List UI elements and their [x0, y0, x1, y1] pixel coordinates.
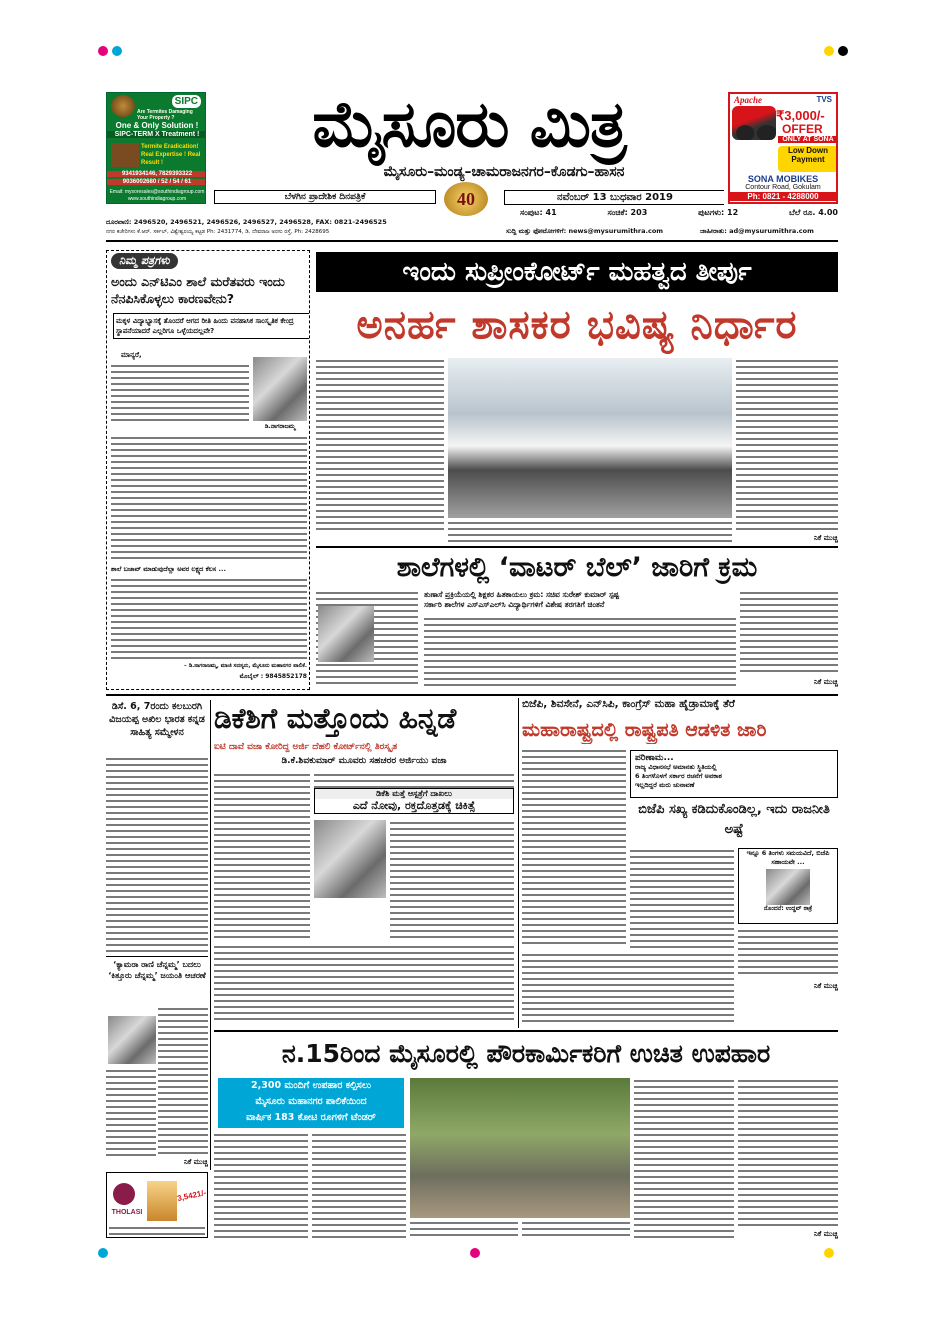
dks-photo — [314, 820, 386, 898]
maharashtra-box-item-1: ರಾಜ್ಯ ವಿಧಾನಸಭೆ ಅಮಾನತು ಸ್ಥಿತಿಯಲ್ಲಿ — [635, 763, 717, 771]
ad-left-email: Email: mysoresales@southindiagroup.com — [109, 189, 205, 195]
letters-salutation: ಮಾನ್ಯರೆ, — [121, 351, 142, 359]
ad-right-phone: Ph: 0821 - 4288000 — [730, 192, 836, 201]
anniversary-badge — [444, 182, 488, 216]
ad-left-phone1: 9341934146, 7829393322 — [107, 171, 206, 177]
letters-body-1 — [111, 363, 249, 423]
breakfast-body-5 — [738, 1078, 838, 1228]
ad-bottom-left-tholasi[interactable] — [106, 1172, 208, 1238]
breakfast-body-2 — [312, 1132, 406, 1240]
letters-body-2 — [111, 435, 307, 561]
ad-left-phone2: 9036002680 / 52 / 54 / 61 — [107, 179, 206, 185]
lower-rule — [214, 1030, 838, 1032]
ad-right-model: Apache — [734, 95, 762, 105]
ad-right-sona[interactable] — [728, 92, 838, 204]
breakfast-box-line-2: ಮೈಸೂರು ಮಹಾನಗರ ಪಾಲಿಕೆಯಿಂದ — [255, 1096, 367, 1107]
maharashtra-body-4 — [738, 928, 838, 978]
phones-line: ದೂರವಾಣಿ: 2496520, 2496521, 2496526, 2496527, 2496528, FAX: 0821-2496525 — [106, 218, 387, 226]
ad-left-promo: Termite Eradication! Real Expertise ! Real Result ! — [141, 144, 201, 166]
ad-left-image — [111, 143, 139, 167]
letters-photo-caption: ಡಿ.ನಾಗರಾಜಮ್ಮ — [264, 423, 296, 430]
water-bell-bullet-1: ತುಣಾಸೆ ಪ್ರಕ್ರಿಯೆಯಲ್ಲಿ ಶಿಕ್ಷಕರ ಹಿತಕಾಯಲು ಕ್ರಮ: ಸಚಿವ ಸುರೇಶ್ ಕುಮಾರ್ ಸ್ಪಷ್ಟ — [424, 590, 620, 599]
dks-box-head: ಎದೆ ನೋವು, ರಕ್ತದೊತ್ತಡಕ್ಕೆ ಚಿಕಿತ್ಸೆ — [352, 799, 476, 812]
maharashtra-box-item-2: 6 ತಿಂಗಳೊಳಗೆ ಸರ್ಕಾರ ರಚನೆಗೆ ಅವಕಾಶ — [635, 772, 722, 780]
ad-right-only-at: ONLY AT SONA — [778, 136, 838, 143]
letters-mobile: ಮೊಬೈಲ್ : 9845852178 — [239, 673, 307, 680]
breakfast-body-4 — [634, 1078, 734, 1240]
masthead-date: ನವೆಂಬರ್ 13 ಬುಧವಾರ 2019 — [504, 190, 724, 205]
dks-subhead-2: ಡಿ.ಕೆ.ಶಿವಕುಮಾರ್ ಮೂವರು ಸಹಚರರ ಅರ್ಜಿಯು ವಜಾ — [281, 756, 447, 766]
registration-mark-bottom-left — [98, 1248, 108, 1258]
sahitya-divider — [210, 700, 211, 1170]
dks-box — [314, 788, 514, 814]
lead-body-left — [316, 358, 444, 532]
ad-left-headline: One & Only Solution ! — [115, 121, 199, 130]
registration-mark-top-right-2 — [838, 46, 848, 56]
dks-body-1 — [214, 772, 310, 942]
maharashtra-body-5 — [522, 952, 734, 1024]
tholasi-logo-icon — [113, 1183, 135, 1205]
breakfast-box-line-3: ವಾರ್ಷಿಕ 183 ಕೋಟಿ ರೂಗಳಿಗೆ ಟೆಂಡರ್ — [246, 1112, 376, 1123]
lead-rule — [316, 546, 838, 548]
bjp-headline: ಬಿಜೆಪಿ ಸಖ್ಯ ಕಡಿದುಕೊಂಡಿಲ್ಲ, ಇದು ರಾಜನೀತಿ ಅಷ್ಟೆ — [638, 802, 830, 837]
water-bell-body-3 — [740, 590, 838, 676]
termite-icon — [111, 95, 135, 117]
tholasi-product — [147, 1181, 177, 1221]
dks-body-3 — [390, 820, 514, 940]
dks-divider — [518, 698, 519, 1028]
address-line: ನಗರ ಕಚೇರಿಗಳು ಕೆ.ಆರ್. ಸರ್ಕಲ್, ವಿಶ್ವೇಶ್ವರಯ್ಯ ಕಟ್ಟಡ Ph: 2431774, ಡಿ. ದೇವರಾಜ ಅರಸು ರಸ್ತೆ, Ph: 2428695 — [106, 229, 330, 235]
masthead-rule — [106, 240, 838, 242]
lead-photo-caption — [448, 520, 732, 542]
lead-body-right — [736, 358, 838, 532]
letters-subhead: ಮಕ್ಕಳ ವಿದ್ಯಾಭ್ಯಾಸಕ್ಕೆ ತೊಂದರೆ ಆಗದ ರೀತಿ ಹಿಂದು ವನಹಾಸಿಕ ಸಾಂಸ್ಕೃತಿಕ ಕೇಂದ್ರ ಸ್ಥಾಪನೆಯಾದರೆ ಎಲ್ಲರಿಗೂ ಒಳ್ಳೆಯದಲ್ಲವೇ? — [113, 313, 310, 339]
breakfast-box — [218, 1078, 404, 1128]
sahitya-photo — [108, 1016, 156, 1064]
uddhav-quote-box — [738, 848, 838, 924]
maharashtra-box — [630, 750, 838, 798]
price: ಬೆಲೆ ರೂ. 4.00 — [789, 208, 838, 217]
water-bell-bullets — [424, 590, 736, 612]
registration-mark-bottom-center — [470, 1248, 480, 1258]
uddhav-quote-head: ಇನ್ನೂ 6 ತಿಂಗಳು ಸಮಯವಿದೆ, ಬಿಜೆಪಿ ಸಹಾಯವೇ ... — [746, 849, 830, 866]
ad-right-dealer-address: Contour Road, Gokulam — [745, 184, 821, 191]
breakfast-headline-text: ನ.15ರಿಂದ ಮೈಸೂರಲ್ಲಿ ಪೌರಕಾರ್ಮಿಕರಿಗೆ ಉಚಿತ ಉಪಹಾರ — [281, 1039, 771, 1068]
ad-right-payment-badge — [778, 146, 838, 172]
issue: ಸಂಚಿಕೆ: 203 — [607, 208, 648, 217]
anniversary-number: 40 — [457, 189, 475, 209]
lead-photo — [448, 358, 732, 518]
masthead-daily: ಬೆಳಗಿನ ಪ್ರಾದೇಶಿಕ ದಿನಪತ್ರಿಕೆ — [214, 190, 436, 204]
maharashtra-byline: ನಿಕೆ ಮುಚ್ಚಿ — [813, 982, 838, 990]
letters-section-label: ನಿಮ್ಮ ಪತ್ರಗಳು — [111, 253, 178, 269]
sipc-logo: SIPC — [172, 95, 201, 108]
news-email: ಸುದ್ದಿ ಮತ್ತು ಫೋಟೋಗಳಿಗೆ: news@mysurumithra.com — [506, 227, 664, 235]
maharashtra-box-title: ಪರಿಣಾಮ... — [635, 753, 674, 763]
sahitya-headline: ಡಿಸೆ. 6, 7ರಂದು ಕಲಬುರಗಿ ವಿಜಯಪ್ಪ ಅಖಿಲ ಭಾರತ ಕನ್ನಡ ಸಾಹಿತ್ಯ ಸಮ್ಮೇಳನ — [109, 701, 205, 738]
tholasi-footer — [109, 1225, 205, 1235]
dks-subhead-1: ಐಟಿ ದಾವೆ ವಜಾ ಕೋರಿದ್ದ ಅರ್ಜಿ ದೆಹಲಿ ಕೋರ್ಟ್‌ನಲ್ಲಿ ತಿರಸ್ಕೃತ — [214, 742, 398, 752]
dks-body-4 — [214, 944, 514, 1024]
sahitya-body-3 — [106, 1068, 156, 1156]
ad-right-offer-amount: ₹3,000/- — [776, 108, 825, 123]
registration-mark-bottom-right — [824, 1248, 834, 1258]
letters-column — [106, 250, 310, 690]
breakfast-body-1 — [214, 1132, 308, 1240]
letters-author-photo — [253, 357, 307, 421]
volume: ಸಂಪುಟ: 41 — [520, 208, 557, 217]
ad-right-offer-label: OFFER — [782, 122, 823, 136]
sahitya-body — [106, 756, 208, 952]
uddhav-photo — [766, 869, 810, 905]
sahitya-body-2 — [158, 1006, 208, 1156]
maharashtra-body-1 — [522, 748, 626, 948]
tholasi-brand: THOLASI — [111, 1209, 143, 1216]
dks-box-kicker: ಡಿಕೆಶಿ ಮತ್ತೆ ಆಸ್ಪತ್ರೆಗೆ ದಾಖಲು — [315, 789, 513, 799]
letters-question: ಶಾಲೆ ಬಚಾವ್ ಮಾಡುವುದೆಲ್ಲಾ ಅವರ ಲಕ್ಷ್ಯದ ಕೆಲಸ ... — [111, 565, 226, 573]
registration-mark-top-left — [98, 46, 108, 56]
uddhav-quote-name: ನೊಂದನೆ: ಉದ್ಧವ್ ಠಾಕ್ರೆ — [763, 905, 813, 912]
water-bell-body-2 — [424, 616, 736, 686]
ad-left-sipc[interactable] — [106, 92, 206, 204]
maharashtra-kicker: ಬಿಜೆಪಿ, ಶಿವಸೇನೆ, ಎನ್‌ಸಿಪಿ, ಕಾಂಗ್ರೆಸ್ ಮಹಾ ಹೈಡ್ರಾಮಾಕ್ಕೆ ತೆರೆ — [522, 698, 735, 710]
ad-right-brand: TVS — [816, 95, 832, 104]
tholasi-price: 3,5421/- — [176, 1188, 207, 1204]
masthead — [214, 86, 724, 216]
sahitya-sub-headline: ‘ಕ್ಯಾಮರಾ ರಾಣಿ ಚೆನ್ನಮ್ಮ’ ಬದಲು ‘ಕಿತ್ತೂರು ಚೆನ್ನಮ್ಮ’ ಜಯಂತಿ ಆಚರಣೆ — [106, 956, 208, 981]
ad-left-web: www.southindiagroup.com — [127, 196, 187, 202]
ad-right-dealer: SONA MOBIKES — [747, 174, 819, 184]
breakfast-photo — [410, 1078, 630, 1218]
lead-headline: ಅನರ್ಹ ಶಾಸಕರ ಭವಿಷ್ಯ ನಿರ್ಧಾರ — [356, 302, 798, 348]
pages: ಪುಟಗಳು: 12 — [698, 208, 739, 217]
letters-signature: – ಡಿ.ನಾಗರಾಜಮ್ಮ, ಮಾಜಿ ಸದಸ್ಯರು, ಮೈಸೂರು ಮಹಾನಗರ ಪಾಲಿಕೆ. — [184, 663, 307, 669]
lead-kicker: ಇಂದು ಸುಪ್ರೀಂಕೋರ್ಟ್ ಮಹತ್ವದ ತೀರ್ಪು — [316, 252, 838, 292]
ad-right-low-down: Low Down — [788, 146, 828, 155]
breakfast-byline: ನಿಕೆ ಮುಚ್ಚಿ — [813, 1230, 838, 1238]
water-bell-headline: ಶಾಲೆಗಳಲ್ಲಿ ‘ವಾಟರ್ ಬೆಲ್’ ಜಾರಿಗೆ ಕ್ರಮ — [396, 552, 758, 583]
registration-mark-top-left-2 — [112, 46, 122, 56]
maharashtra-box-item-3: ಇಲ್ಲದಿದ್ದರೆ ಮರು ಚುನಾವಣೆ — [635, 781, 695, 789]
breakfast-photo-caption — [410, 1220, 518, 1240]
water-bell-bullet-2: ಸರ್ಕಾರಿ ಶಾಲೆಗಳ ಎಸ್‌ಎಸ್‌ಎಲ್‌ಸಿ ವಿದ್ಯಾರ್ಥಿಗಳಿಗೆ ವಿಶೇಷ ತರಗತಿಗೆ ಚಿಂತನೆ — [424, 600, 605, 609]
sahitya-column — [106, 700, 208, 1168]
breakfast-box-line-1: 2,300 ಮಂದಿಗೆ ಉಪಹಾರ ಕಲ್ಪಿಸಲು — [251, 1080, 371, 1091]
ad-email: ಜಾಹೀರಾತು: ad@mysurumithra.com — [700, 227, 814, 235]
water-bell-byline: ನಿಕೆ ಮುಚ್ಚಿ — [813, 678, 838, 686]
ad-left-sub: SIPC-TERM X Treatment ! — [107, 131, 206, 138]
dks-headline: ಡಿಕೆಶಿಗೆ ಮತ್ತೊಂದು ಹಿನ್ನಡೆ — [214, 702, 457, 735]
masthead-title: ಮೈಸೂರು ಮಿತ್ರ — [312, 88, 626, 162]
maharashtra-headline: ಮಹಾರಾಷ್ಟ್ರದಲ್ಲಿ ರಾಷ್ಟ್ರಪತಿ ಆಡಳಿತ ಜಾರಿ — [522, 719, 767, 741]
letters-headline: ಅಂದು ಎನ್‌ಟಿಎಂ ಶಾಲೆ ಮರೆತವರು ಇಂದು ನೆನಪಿಸಿಕೊಳ್ಳಲು ಕಾರಣವೇನು? — [111, 274, 285, 306]
breakfast-headline — [214, 1034, 838, 1074]
ad-right-payment: Payment — [791, 155, 825, 164]
breakfast-body-3 — [522, 1220, 630, 1240]
motorbike-icon — [732, 106, 776, 140]
water-bell-photo — [318, 606, 374, 662]
masthead-regions: ಮೈಸೂರು–ಮಂಡ್ಯ–ಚಾಮರಾಜನಗರ–ಕೊಡಗು–ಹಾಸನ — [383, 164, 625, 180]
sahitya-byline: ನಿಕೆ ಮುಚ್ಚಿ — [183, 1158, 208, 1166]
lead-byline: ನಿಕೆ ಮುಚ್ಚಿ — [813, 534, 838, 542]
registration-mark-top-right — [824, 46, 834, 56]
mid-rule — [106, 694, 838, 696]
ad-left-tag: Are Termites Damaging Your Property ? — [137, 109, 193, 121]
letters-body-3 — [111, 577, 307, 661]
